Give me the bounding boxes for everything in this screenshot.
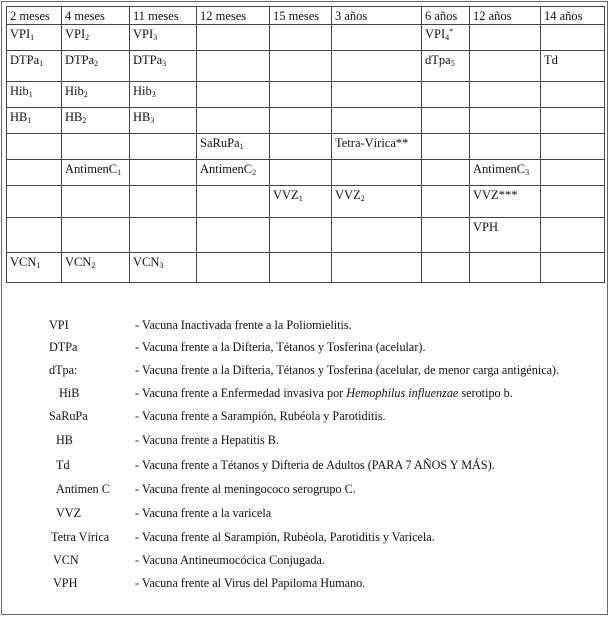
table-cell: [470, 218, 541, 253]
table-cell: [541, 160, 605, 186]
vaccine-dose-label: DTPa: [65, 53, 95, 67]
legend-description: [135, 318, 352, 333]
table-cell: [332, 108, 422, 134]
table-cell: [422, 218, 470, 253]
table-row: [7, 82, 605, 108]
vaccine-dose-label: HB: [10, 110, 28, 124]
legend-description-text: - Vacuna frente a Hepatitis B.: [135, 433, 279, 447]
column-header: 6 años: [422, 7, 470, 25]
table-cell: [130, 82, 197, 108]
column-header: 2 meses: [7, 7, 62, 25]
table-cell: [332, 253, 422, 283]
legend-abbreviation: VPH: [53, 576, 78, 590]
legend-abbreviation: DTPa: [49, 340, 78, 354]
table-cell: [270, 186, 332, 218]
legend-abbreviation: HB: [56, 433, 73, 447]
legend-description-text: - Vacuna frente al Virus del Papiloma Humano.: [135, 576, 366, 590]
table-cell: [62, 218, 130, 253]
table-cell: [332, 134, 422, 160]
table-cell: [7, 134, 62, 160]
legend-description: [135, 530, 435, 545]
legend-abbreviation: VPI: [49, 318, 69, 332]
legend-description-text: - Vacuna frente al meningococo serogrupo C.: [135, 482, 356, 496]
table-cell: [470, 82, 541, 108]
dose-number: 3: [162, 59, 167, 68]
vaccine-dose-label: VVZ: [273, 188, 299, 202]
vaccine-dose-label: VPI: [133, 27, 154, 41]
table-cell: [62, 25, 130, 51]
legend-abbreviation: Antimen C: [56, 482, 110, 496]
table-cell: [470, 108, 541, 134]
table-cell: [270, 108, 332, 134]
footnote-marker: *: [449, 27, 454, 36]
table-cell: [470, 51, 541, 82]
vaccine-dose-label: Tetra-Vírica**: [335, 136, 409, 150]
legend-description: [135, 506, 271, 521]
dose-number: 1: [30, 33, 35, 42]
dose-number: 1: [239, 142, 244, 151]
table-cell: [332, 51, 422, 82]
vaccine-dose-label: VPI: [10, 27, 31, 41]
vaccine-dose-label: VVZ: [335, 188, 361, 202]
table-cell: [422, 160, 470, 186]
column-header: 15 meses: [270, 7, 332, 25]
dose-number: 1: [117, 168, 122, 177]
table-cell: [197, 218, 270, 253]
table-cell: [422, 134, 470, 160]
dose-number: 2: [82, 116, 87, 125]
table-cell: [62, 160, 130, 186]
dose-number: 1: [39, 59, 44, 68]
table-cell: [62, 253, 130, 283]
table-cell: [541, 51, 605, 82]
table-cell: [7, 160, 62, 186]
legend-description-text: - Vacuna frente a Enfermedad invasiva por: [135, 386, 347, 400]
legend-description-text: - Vacuna Inactivada frente a la Poliomielitis.: [135, 318, 352, 332]
table-cell: [130, 25, 197, 51]
table-cell: [197, 25, 270, 51]
table-cell: [332, 25, 422, 51]
table-cell: [541, 82, 605, 108]
table-cell: [470, 186, 541, 218]
legend-description-text-after: serotipo b.: [458, 386, 513, 400]
table-cell: [422, 82, 470, 108]
table-cell: [422, 51, 470, 82]
table-row: [7, 218, 605, 253]
table-cell: [470, 253, 541, 283]
legend-abbreviation: SaRuPa: [49, 409, 88, 423]
dose-number: 2: [83, 90, 88, 99]
legend-abbreviation: VCN: [53, 553, 79, 567]
vaccine-dose-label: AntimenC: [65, 162, 118, 176]
vaccine-dose-label: VCN: [65, 255, 92, 269]
table-cell: [197, 186, 270, 218]
dose-number: 2: [360, 194, 365, 203]
legend-description: [135, 409, 386, 424]
table-cell: [7, 186, 62, 218]
legend-abbreviation: HiB: [59, 386, 80, 400]
column-header: 12 meses: [197, 7, 270, 25]
table-cell: [270, 218, 332, 253]
legend-abbreviation: Td: [56, 458, 70, 472]
dose-number: 3: [525, 168, 530, 177]
table-row: [7, 134, 605, 160]
table-cell: [197, 134, 270, 160]
dose-number: 2: [252, 168, 257, 177]
vaccine-dose-label: Td: [544, 53, 558, 67]
vaccine-dose-label: AntimenC: [200, 162, 253, 176]
table-cell: [422, 253, 470, 283]
legend-description-text: - Vacuna frente a Sarampión, Rubéola y Parotiditis.: [135, 409, 386, 423]
table-cell: [422, 186, 470, 218]
legend-description-text: - Vacuna frente a la Difteria, Tétanos y Tosferina (acelular).: [135, 340, 426, 354]
table-row: [7, 108, 605, 134]
table-row: [7, 253, 605, 283]
vaccine-dose-label: HB: [65, 110, 83, 124]
table-cell: [270, 82, 332, 108]
legend-description: [135, 363, 559, 378]
table-cell: [197, 82, 270, 108]
table-cell: [7, 25, 62, 51]
table-cell: [470, 25, 541, 51]
legend-description-text: - Vacuna frente a Tétanos y Difteria de Adultos (PARA 7 AÑOS Y MÁS).: [135, 458, 495, 472]
dose-number: 3: [153, 33, 158, 42]
table-row: [7, 25, 605, 51]
table-cell: [7, 108, 62, 134]
dose-number: 1: [27, 116, 32, 125]
vaccine-dose-label: Hib: [65, 84, 84, 98]
table-cell: [62, 186, 130, 218]
table-cell: [332, 82, 422, 108]
vaccine-dose-label: VCN: [10, 255, 37, 269]
table-cell: [332, 160, 422, 186]
dose-number: 2: [85, 33, 90, 42]
table-cell: [197, 51, 270, 82]
table-row: [7, 186, 605, 218]
legend-description: [135, 433, 279, 448]
legend-description: [135, 458, 495, 473]
table-header-row: [7, 7, 605, 25]
table-cell: [270, 160, 332, 186]
table-cell: [197, 253, 270, 283]
legend-abbreviation: dTpa:: [49, 363, 78, 377]
table-cell: [470, 134, 541, 160]
table-cell: [470, 160, 541, 186]
table-cell: [130, 51, 197, 82]
table-cell: [541, 134, 605, 160]
legend-description-text: - Vacuna frente a la Difteria, Tétanos y Tosferina (acelular, de menor carga antigénica).: [135, 363, 560, 377]
table-cell: [7, 82, 62, 108]
table-cell: [62, 134, 130, 160]
legend-abbreviation: VVZ: [56, 506, 82, 520]
vaccine-dose-label: VPH: [473, 220, 499, 234]
table-cell: [541, 108, 605, 134]
vaccine-dose-label: VPI: [425, 27, 446, 41]
table-cell: [541, 253, 605, 283]
table-cell: [7, 253, 62, 283]
table-cell: [130, 160, 197, 186]
table-cell: [62, 82, 130, 108]
column-header: 3 años: [332, 7, 422, 25]
legend-description-text: - Vacuna Antineumocócica Conjugada.: [135, 553, 325, 567]
legend-description: [135, 386, 513, 401]
table-cell: [332, 186, 422, 218]
column-header: 14 años: [541, 7, 605, 25]
vaccine-dose-label: VCN: [133, 255, 160, 269]
column-header: 4 meses: [62, 7, 130, 25]
table-cell: [130, 186, 197, 218]
dose-number: 1: [28, 90, 33, 99]
legend-description-text: - Vacuna frente a la varicela: [135, 506, 272, 520]
table-cell: [270, 51, 332, 82]
dose-number: 4: [445, 33, 450, 42]
table-cell: [422, 108, 470, 134]
table-cell: [270, 134, 332, 160]
table-cell: [130, 134, 197, 160]
table-cell: [62, 108, 130, 134]
vaccine-dose-label: AntimenC: [473, 162, 526, 176]
table-cell: [7, 51, 62, 82]
vaccination-schedule-table: [6, 6, 605, 283]
legend-description-text: - Vacuna frente al Sarampión, Rubéola, Parotiditis y Varicela.: [135, 530, 435, 544]
table-cell: [197, 160, 270, 186]
vaccine-dose-label: HB: [133, 110, 151, 124]
vaccine-dose-label: VPI: [65, 27, 86, 41]
table-cell: [332, 218, 422, 253]
table-cell: [130, 108, 197, 134]
dose-number: 5: [450, 59, 455, 68]
dose-number: 3: [159, 261, 164, 270]
table-cell: [541, 218, 605, 253]
table-cell: [541, 25, 605, 51]
dose-number: 2: [94, 59, 99, 68]
dose-number: 2: [91, 261, 96, 270]
vaccine-dose-label: DTPa: [10, 53, 40, 67]
vaccine-dose-label: dTpa: [425, 53, 451, 67]
table-cell: [130, 253, 197, 283]
column-header: 12 años: [470, 7, 541, 25]
dose-number: 3: [150, 116, 155, 125]
table-cell: [62, 51, 130, 82]
table-cell: [270, 25, 332, 51]
table-row: [7, 51, 605, 82]
dose-number: 1: [36, 261, 41, 270]
table-cell: [197, 108, 270, 134]
table-cell: [541, 186, 605, 218]
table-row: [7, 160, 605, 186]
legend-description-italic: Hemophilus influenzae: [346, 386, 459, 400]
dose-number: 3: [151, 90, 156, 99]
legend-description: [135, 340, 426, 355]
column-header: 11 meses: [130, 7, 197, 25]
vaccine-dose-label: Hib: [133, 84, 152, 98]
legend-description: [135, 553, 325, 568]
legend-abbreviation: Tetra Vírica: [51, 530, 110, 544]
legend-description: [135, 482, 356, 497]
table-cell: [270, 253, 332, 283]
table-cell: [7, 218, 62, 253]
vaccine-dose-label: VVZ***: [473, 188, 518, 202]
dose-number: 1: [298, 194, 303, 203]
vaccine-dose-label: Hib: [10, 84, 29, 98]
legend-description: [135, 576, 365, 591]
vaccine-dose-label: DTPa: [133, 53, 163, 67]
table-cell: [130, 218, 197, 253]
table-cell: [422, 25, 470, 51]
vaccine-dose-label: SaRuPa: [200, 136, 240, 150]
